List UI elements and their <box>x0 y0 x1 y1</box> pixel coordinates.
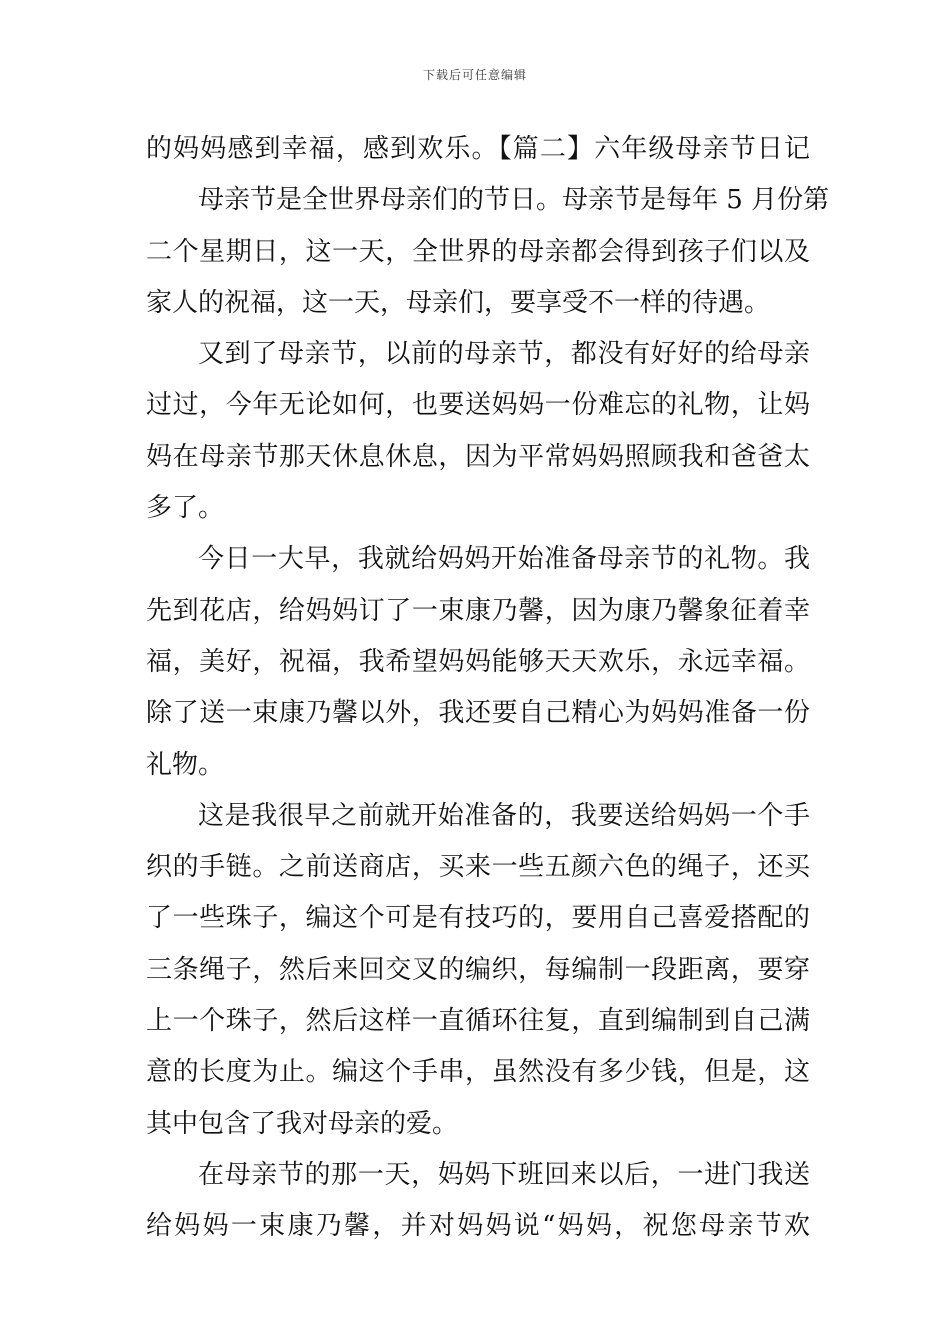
text-line: 除了送一束康乃馨以外，我还要自己精心为妈妈准备一份 <box>146 698 810 729</box>
text-line: 的妈妈感到幸福，感到欢乐。【篇二】六年级母亲节日记 <box>146 134 810 164</box>
text-line: 上一个珠子，然后这样一直循环往复，直到编制到自己满 <box>146 1006 810 1037</box>
paragraph-first-line: 又到了母亲节，以前的母亲节，都没有好好的给母亲 <box>198 339 810 370</box>
text-line: 织的手链。之前送商店，买来一些五颜六色的绳子，还买 <box>146 852 810 883</box>
paragraph-last-line: 家人的祝福，这一天，母亲们，要享受不一样的待遇。 <box>146 287 771 318</box>
text-line: 给妈妈一束康乃馨，并对妈妈说“妈妈，祝您母亲节欢 <box>146 1211 810 1242</box>
text-line: 过过，今年无论如何，也要送妈妈一份难忘的礼物，让妈 <box>146 390 810 421</box>
paragraph-last-line: 礼物。 <box>146 749 225 780</box>
text-line: 妈在母亲节那天休息休息，因为平常妈妈照顾我和爸爸太 <box>146 441 810 472</box>
document-body <box>146 126 830 1255</box>
paragraph-first-line: 母亲节是全世界母亲们的节日。母亲节是每年 5 月份第 <box>198 185 830 216</box>
paragraph-last-line: 多了。 <box>146 493 225 524</box>
text-line: 意的长度为止。编这个手串，虽然没有多少钱，但是，这 <box>146 1057 810 1088</box>
paragraph-first-line: 在母亲节的那一天，妈妈下班回来以后，一进门我送 <box>198 1159 810 1190</box>
paragraph-first-line: 这是我很早之前就开始准备的，我要送给妈妈一个手 <box>198 800 810 831</box>
text-line: 福，美好，祝福，我希望妈妈能够天天欢乐，永远幸福。 <box>146 646 810 677</box>
paragraph-last-line: 其中包含了我对母亲的爱。 <box>146 1108 459 1139</box>
text-line: 二个星期日，这一天，全世界的母亲都会得到孩子们以及 <box>146 236 810 267</box>
page-header-note: 下载后可任意编辑 <box>422 68 527 82</box>
text-line: 先到花店，给妈妈订了一束康乃馨，因为康乃馨象征着幸 <box>146 595 810 626</box>
text-line: 了一些珠子，编这个可是有技巧的，要用自己喜爱搭配的 <box>146 903 810 934</box>
text-line: 三条绳子，然后来回交叉的编织，每编制一段距离，要穿 <box>146 954 810 985</box>
paragraph-first-line: 今日一大早，我就给妈妈开始准备母亲节的礼物。我 <box>198 544 810 575</box>
